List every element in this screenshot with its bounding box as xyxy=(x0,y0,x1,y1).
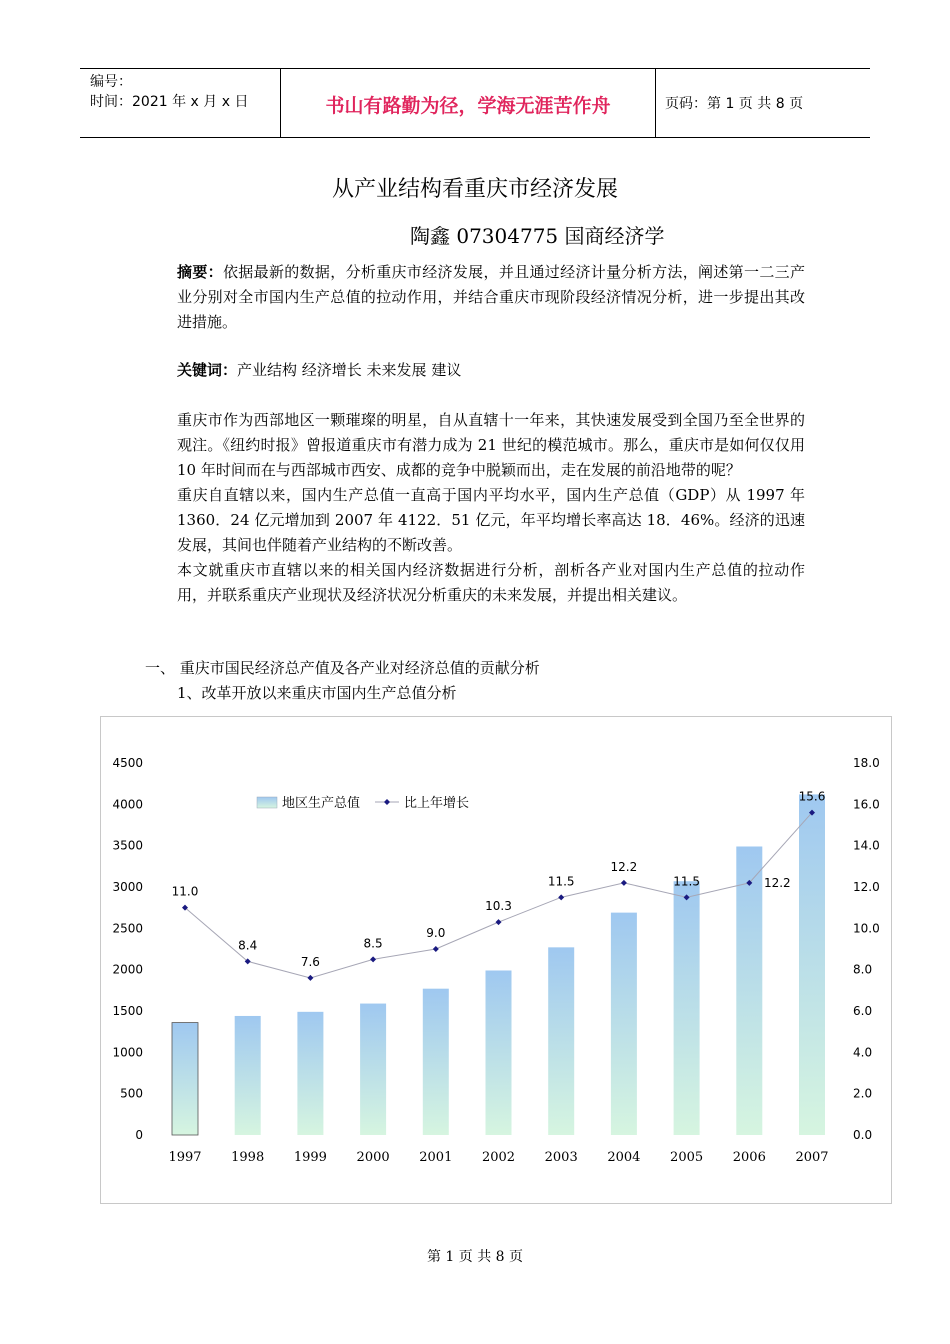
abstract-label: 摘要： xyxy=(177,263,223,281)
gdp-bar xyxy=(548,947,574,1135)
x-tick-label: 1998 xyxy=(231,1150,265,1165)
growth-data-label: 12.2 xyxy=(763,875,791,890)
legend-bar-label: 地区生产总值 xyxy=(282,796,361,811)
y-right-tick-label: 6.0 xyxy=(853,1004,873,1018)
y-right-tick-label: 14.0 xyxy=(853,838,880,853)
y-right-tick-label: 0.0 xyxy=(853,1128,873,1142)
paragraph: 本文就重庆市直辖以来的相关国内经济数据进行分析，剖析各产业对国内生产总值的拉动作用，并联系重庆产业现状及经济状况分析重庆的未来发展，并提出相关建议。 xyxy=(177,561,805,604)
growth-data-label: 7.6 xyxy=(300,954,320,969)
header-page-info: 页码：第 1 页 共 8 页 xyxy=(665,96,804,112)
growth-point xyxy=(307,975,313,981)
gdp-bar xyxy=(486,970,512,1135)
header-motto: 书山有路勤为径，学海无涯苦作舟 xyxy=(325,95,611,117)
x-tick-label: 2007 xyxy=(795,1150,829,1165)
gdp-bar xyxy=(297,1012,323,1135)
keywords-label: 关键词： xyxy=(177,361,238,379)
y-right-tick-label: 4.0 xyxy=(853,1045,873,1060)
y-left-tick-label: 3500 xyxy=(112,838,143,853)
keywords-text: 产业结构 经济增长 未来发展 建议 xyxy=(237,361,462,379)
gdp-bar xyxy=(799,794,825,1135)
y-right-tick-label: 2.0 xyxy=(853,1086,873,1101)
gdp-bar xyxy=(736,846,762,1135)
x-tick-label: 2004 xyxy=(607,1150,641,1165)
page-header xyxy=(80,68,870,138)
document-title: 从产业结构看重庆市经济发展 xyxy=(331,177,618,202)
growth-point xyxy=(433,946,439,952)
growth-data-label: 15.6 xyxy=(798,789,826,804)
x-tick-label: 2003 xyxy=(544,1150,578,1165)
y-left-tick-label: 4500 xyxy=(112,756,143,770)
legend-line-marker xyxy=(384,799,390,805)
paragraph: 重庆自直辖以来，国内生产总值一直高于国内平均水平，国内生产总值（GDP）从 1997 年 1360．24 亿元增加到 2007 年 4122．51 亿元，年平均增长率高达 18．46%。经济的迅速发展，其间也伴随着产业结构的不断改善。 xyxy=(177,486,805,554)
header-divider xyxy=(655,69,656,137)
number-label: 编号： xyxy=(90,74,132,90)
growth-line xyxy=(185,813,812,978)
subsection-heading xyxy=(145,681,805,706)
header-meta xyxy=(80,69,280,137)
gdp-bar xyxy=(360,1004,386,1135)
y-left-tick-label: 2500 xyxy=(112,921,143,936)
y-right-tick-label: 12.0 xyxy=(853,880,880,894)
growth-data-label: 11.5 xyxy=(673,874,700,889)
subsection-heading-text: 1、改革开放以来重庆市国内生产总值分析 xyxy=(177,684,457,702)
body-text xyxy=(145,408,805,608)
y-left-tick-label: 4000 xyxy=(112,797,143,812)
growth-point xyxy=(370,956,376,962)
x-tick-label: 2001 xyxy=(419,1150,453,1165)
y-right-tick-label: 10.0 xyxy=(853,921,880,936)
y-left-tick-label: 1500 xyxy=(112,1004,143,1018)
growth-data-label: 9.0 xyxy=(426,926,446,940)
growth-point xyxy=(558,894,564,900)
gdp-bar xyxy=(674,881,700,1135)
gdp-bar xyxy=(172,1023,198,1135)
growth-data-label: 11.0 xyxy=(171,884,199,899)
x-tick-label: 1999 xyxy=(293,1150,327,1165)
x-tick-label: 2002 xyxy=(481,1150,516,1165)
gdp-chart-svg xyxy=(101,717,891,1203)
growth-data-label: 8.5 xyxy=(363,936,383,951)
abstract xyxy=(145,260,805,335)
gdp-chart xyxy=(100,716,892,1204)
growth-data-label: 11.5 xyxy=(547,874,575,889)
y-left-tick-label: 500 xyxy=(120,1086,143,1101)
gdp-bar xyxy=(235,1016,261,1135)
section-heading: 一、 重庆市国民经济总产值及各产业对经济总值的贡献分析 xyxy=(145,659,540,677)
x-tick-label: 2000 xyxy=(356,1150,390,1165)
growth-point xyxy=(496,919,502,925)
keywords xyxy=(145,358,805,383)
author-line: 陶鑫 07304775 国商经济学 xyxy=(410,224,665,248)
abstract-text: 依据最新的数据，分析重庆市经济发展，并且通过经济计量分析方法，阐述第一二三产业分别对全市国内生产总值的拉动作用，并结合重庆市现阶段经济情况分析，进一步提出其改进措施。 xyxy=(177,263,805,331)
paragraph: 重庆市作为西部地区一颗璀璨的明星，自从直辖十一年来，其快速发展受到全国乃至全世界的观注。《纽约时报》曾报道重庆市有潜力成为 21 世纪的模范城市。那么，重庆市是如何仅仅用 10 年时间而在与西部城市西安、成都的竞争中脱颖而出，走在发展的前沿地带的呢？ xyxy=(177,411,805,479)
y-left-tick-label: 2000 xyxy=(112,962,143,977)
y-left-tick-label: 0 xyxy=(135,1128,143,1142)
x-tick-label: 1997 xyxy=(168,1150,202,1165)
y-left-tick-label: 1000 xyxy=(112,1045,143,1060)
growth-data-label: 12.2 xyxy=(610,859,638,874)
time-label: 时间：2021 年 x 月 x 日 xyxy=(90,94,249,110)
x-tick-label: 2005 xyxy=(670,1150,704,1165)
gdp-bar xyxy=(611,913,637,1135)
x-tick-label: 2006 xyxy=(732,1150,766,1165)
growth-point xyxy=(621,880,627,886)
legend-bar-swatch xyxy=(257,797,277,808)
growth-data-label: 8.4 xyxy=(238,938,258,953)
gdp-bar xyxy=(423,989,449,1135)
y-right-tick-label: 8.0 xyxy=(853,962,873,977)
legend-line-label: 比上年增长 xyxy=(404,796,470,811)
page-footer: 第 1 页 共 8 页 xyxy=(426,1249,524,1265)
growth-data-label: 10.3 xyxy=(485,899,512,914)
y-right-tick-label: 18.0 xyxy=(853,756,880,770)
y-right-tick-label: 16.0 xyxy=(853,797,880,812)
y-left-tick-label: 3000 xyxy=(112,880,143,894)
